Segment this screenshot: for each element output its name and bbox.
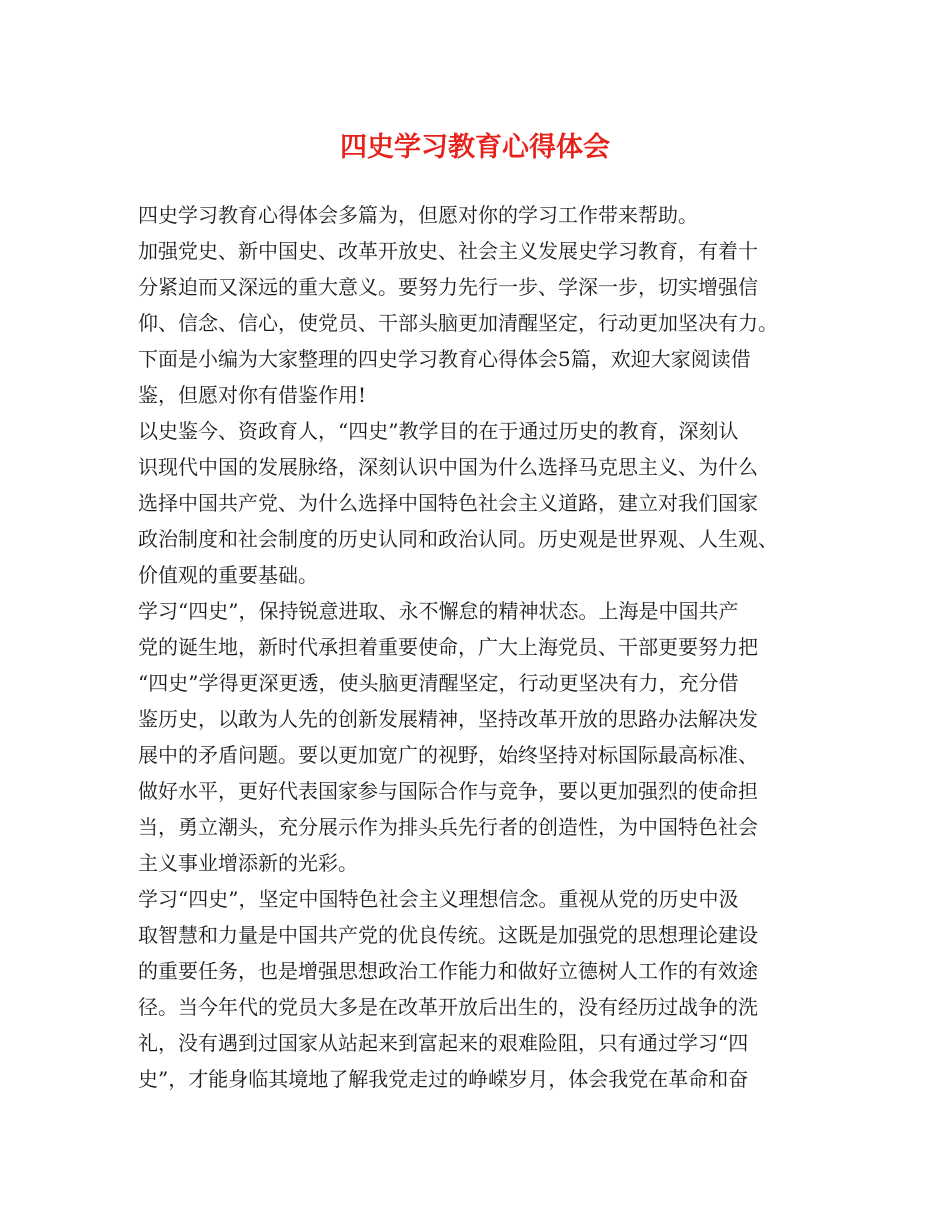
body-line: 鉴，但愿对你有借鉴作用!: [138, 383, 367, 407]
body-line: 选择中国共产党、为什么选择中国特色社会主义道路，建立对我们国家: [138, 491, 758, 515]
body-line: 鉴历史，以敢为人先的创新发展精神，坚持改革开放的思路办法解决发: [138, 707, 758, 731]
body-line: 主义事业增添新的光彩。: [138, 851, 358, 875]
body-line: 加强党史、新中国史、改革开放史、社会主义发展史学习教育，有着十: [138, 239, 758, 263]
body-line: 做好水平，更好代表国家参与国际合作与竞争，要以更加强烈的使命担: [138, 779, 758, 803]
body-line: 政治制度和社会制度的历史认同和政治认同。历史观是世界观、人生观、: [138, 527, 778, 551]
body-line: 学习“四史”，保持锐意进取、永不懈怠的精神状态。上海是中国共产: [138, 599, 739, 623]
body-line: 以史鉴今、资政育人，“四史”教学目的在于通过历史的教育，深刻认: [138, 419, 739, 443]
body-line: 四史学习教育心得体会多篇为，但愿对你的学习工作带来帮助。: [138, 203, 698, 227]
body-line: 识现代中国的发展脉络，深刻认识中国为什么选择马克思主义、为什么: [138, 455, 758, 479]
body-line: 党的诞生地，新时代承担着重要使命，广大上海党员、干部更要努力把: [138, 635, 758, 659]
body-line: 礼，没有遇到过国家从站起来到富起来的艰难险阻，只有通过学习“四: [138, 1031, 749, 1055]
body-line: 的重要任务，也是增强思想政治工作能力和做好立德树人工作的有效途: [138, 959, 758, 983]
document-title: 四史学习教育心得体会: [340, 132, 610, 163]
body-line: 径。当今年代的党员大多是在改革开放后出生的，没有经历过战争的洗: [138, 995, 758, 1019]
body-line: 学习“四史”，坚定中国特色社会主义理想信念。重视从党的历史中汲: [138, 887, 739, 911]
body-line: “四史”学得更深更透，使头脑更清醒坚定，行动更坚决有力，充分借: [138, 671, 739, 695]
body-line: 史”，才能身临其境地了解我党走过的峥嵘岁月，体会我党在革命和奋: [138, 1067, 749, 1091]
body-line: 下面是小编为大家整理的四史学习教育心得体会5篇，欢迎大家阅读借: [138, 347, 751, 371]
body-line: 当，勇立潮头，充分展示作为排头兵先行者的创造性，为中国特色社会: [138, 815, 758, 839]
document-body: [138, 197, 814, 1097]
body-line: 价值观的重要基础。: [138, 563, 318, 587]
body-line: 展中的矛盾问题。要以更加宽广的视野，始终坚持对标国际最高标准、: [138, 743, 758, 767]
body-line: 分紧迫而又深远的重大意义。要努力先行一步、学深一步，切实增强信: [138, 275, 758, 299]
body-line: 仰、信念、信心，使党员、干部头脑更加清醒坚定，行动更加坚决有力。: [138, 311, 778, 335]
body-line: 取智慧和力量是中国共产党的优良传统。这既是加强党的思想理论建设: [138, 923, 758, 947]
